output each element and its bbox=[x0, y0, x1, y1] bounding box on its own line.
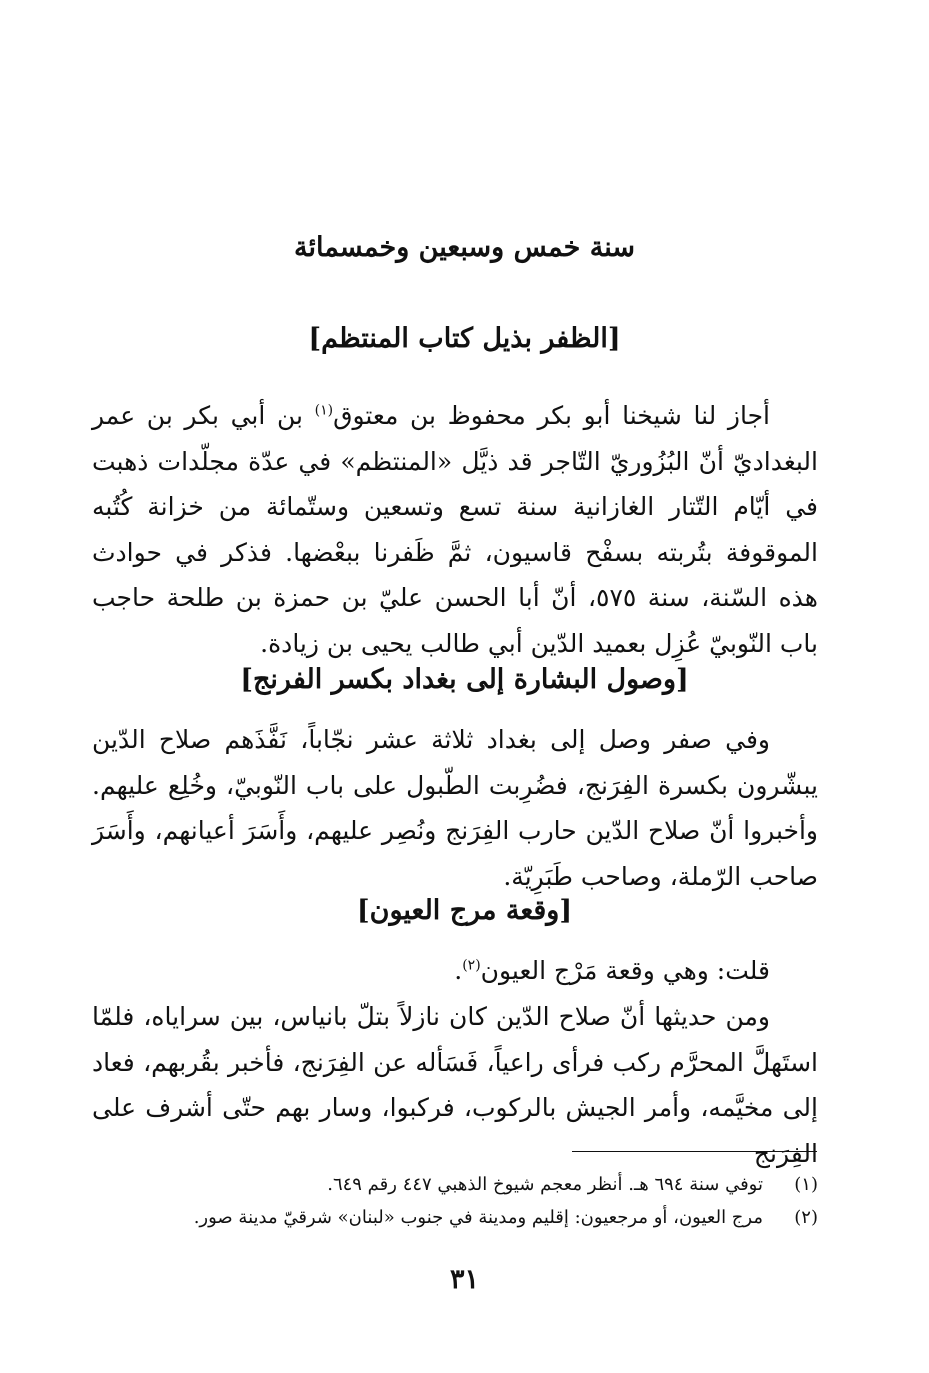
footnote-item bbox=[92, 1168, 818, 1201]
section-heading-bishara: [وصول البشارة إلى بغداد بكسر الفرنج] bbox=[240, 664, 689, 695]
paragraph-marj-uyun-story: ومن حديثها أنّ صلاح الدّين كان نازلاً بتلّ بانياس، بين سراياه، فلمّا استَهلَّ المحرَّم ركب فرأى راعياً، فَسَأله عن الفِرَنج، فأخبر بقُربهم، فعاد إلى مخيَّمه، وأمر الجيش بالركوب، فركبوا، وسار بهم حتّى أشرف على الفِرَنج bbox=[92, 1002, 818, 1168]
footnote-number: (١) bbox=[794, 1174, 818, 1195]
footnote-text: مرج العيون، أو مرجعيون: إقليم ومدينة في جنوب «لبنان» شرقيّ مدينة صور. bbox=[193, 1207, 763, 1228]
footnotes-list bbox=[92, 1168, 818, 1234]
footnote-text: توفي سنة ٦٩٤ هـ. أنظر معجم شيوخ الذهبي ٤٤٧ رقم ٦٤٩. bbox=[327, 1174, 763, 1195]
paragraph-text: بن أبي بكر بن عمر البغداديّ أنّ البُزُوريّ التّاجر قد ذيَّل «المنتظم» في عدّة مجلّدات ذهبت في أيّام التّتار الغازانية سنة تسع وتسعين وستّمائة من خزانة كُتُبه الموقوفة بتُربته بسفْح قاسيون، ثمَّ ظَفرنا ببعْضها. فذكر في حوادث هذه السّنة، سنة ٥٧٥، أنّ أبا الحسن عليّ بن حمزة بن طلحة حاجب باب النّوبيّ عُزِل بعميد الدّين أبي طالب يحيى بن زيادة. bbox=[92, 401, 818, 658]
paragraph-text: أجاز لنا شيخنا أبو بكر محفوظ بن معتوق bbox=[333, 401, 770, 430]
footnote-item bbox=[92, 1201, 818, 1234]
section-heading-muntazam: [الظفر بذيل كتاب المنتظم] bbox=[308, 323, 621, 354]
footnote-ref-1: (١) bbox=[314, 402, 334, 419]
paragraph-text: قلت: وهي وقعة مَرْج العيون bbox=[480, 956, 770, 985]
footnote-separator bbox=[572, 1151, 817, 1152]
paragraph-bishara: وفي صفر وصل إلى بغداد ثلاثة عشر نجّاباً، نَفَّذَهم صلاح الدّين يبشّرون بكسرة الفِرَنج، فضُرِبت الطّبول على باب النّوبيّ، وخُلِع عليهم. وأخبروا أنّ صلاح الدّين حارب الفِرَنج ونُصِر عليهم، وأَسَرَ أعيانهم، وأَسَرَ صاحب الرّملة، وصاحب طَبَرِيّة. bbox=[92, 725, 818, 891]
year-title: سنة خمس وسبعين وخمسمائة bbox=[294, 232, 635, 263]
page-number: ٣١ bbox=[449, 1264, 479, 1295]
paragraph-text: . bbox=[454, 956, 463, 985]
section-heading-marj-uyun: [وقعة مرج العيون] bbox=[356, 895, 573, 926]
footnote-number: (٢) bbox=[794, 1207, 818, 1228]
paragraph-marj-uyun-intro bbox=[92, 948, 818, 994]
footnote-ref-2: (٢) bbox=[462, 957, 481, 974]
paragraph-muntazam bbox=[92, 393, 818, 667]
